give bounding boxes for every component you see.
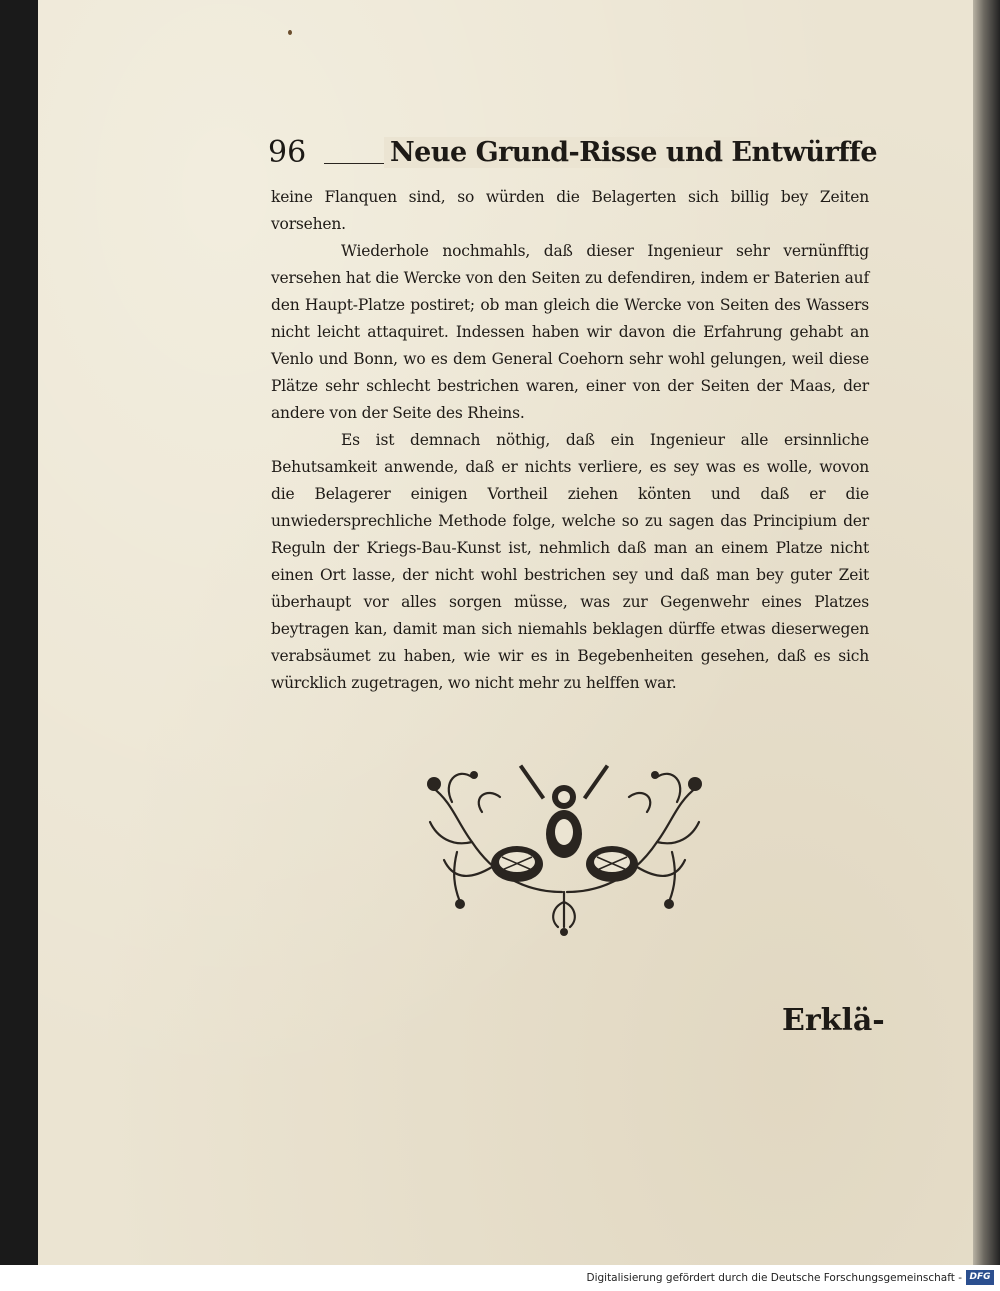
scan-left-border	[0, 0, 38, 1265]
paper-speck	[288, 30, 292, 35]
page-number: 96	[268, 135, 307, 170]
running-title: Neue Grund-Risse und Entwürffe	[384, 137, 877, 168]
footer-credit: Digitalisierung gefördert durch die Deutsche Forschungsgemeinschaft -	[586, 1272, 962, 1284]
page-header	[268, 135, 878, 175]
body-text	[271, 184, 869, 697]
dfg-logo-icon: DFG	[966, 1270, 994, 1285]
paragraph-1: keine Flanquen sind, so würden die Belagerten sich billig bey Zeiten vorsehen.	[271, 188, 869, 233]
scan-right-border	[973, 0, 1000, 1265]
paragraph-3: Es ist demnach nöthig, daß ein Ingenieur alle ersinnliche Behutsamkeit anwende, daß er nichts verliere, es sey was es wolle, wovon die Belagerer einigen Vortheil ziehen könten und daß er die unwiedersprechliche Methode folge, welche so zu sagen das Principium der Reguln der Kriegs-Bau-Kunst ist, nehmlich daß man an einem Platze nicht einen Ort lasse, der nicht wohl bestrichen sey und daß man bey guter Zeit überhaupt vor alles sorgen müsse, was zur Gegenwehr eines Platzes beytragen kan, damit man sich niemahls beklagen dürffe etwas dieserwegen verabsäumet zu haben, wie wir es in Begebenheiten gesehen, daß es sich würcklich zugetragen, wo nicht mehr zu helffen war.	[271, 431, 869, 692]
footer-bar	[0, 1265, 1000, 1291]
paragraph-2: Wiederhole nochmahls, daß dieser Ingenieur sehr vernünfftig versehen hat die Wercke von den Seiten zu defendiren, indem er Baterien auf den Haupt-Platze postiret; ob man gleich die Wercke von Seiten des Wassers nicht leicht attaquiret. Indessen haben wir davon die Erfahrung gehabt an Venlo und Bonn, wo es dem General Coehorn sehr wohl gelungen, weil diese Plätze sehr schlecht bestrichen waren, einer von der Seiten der Maas, der andere von der Seite des Rheins.	[271, 242, 869, 422]
catchword: Erklä-	[782, 1003, 885, 1038]
putto-drum-vignette-icon	[412, 742, 717, 937]
